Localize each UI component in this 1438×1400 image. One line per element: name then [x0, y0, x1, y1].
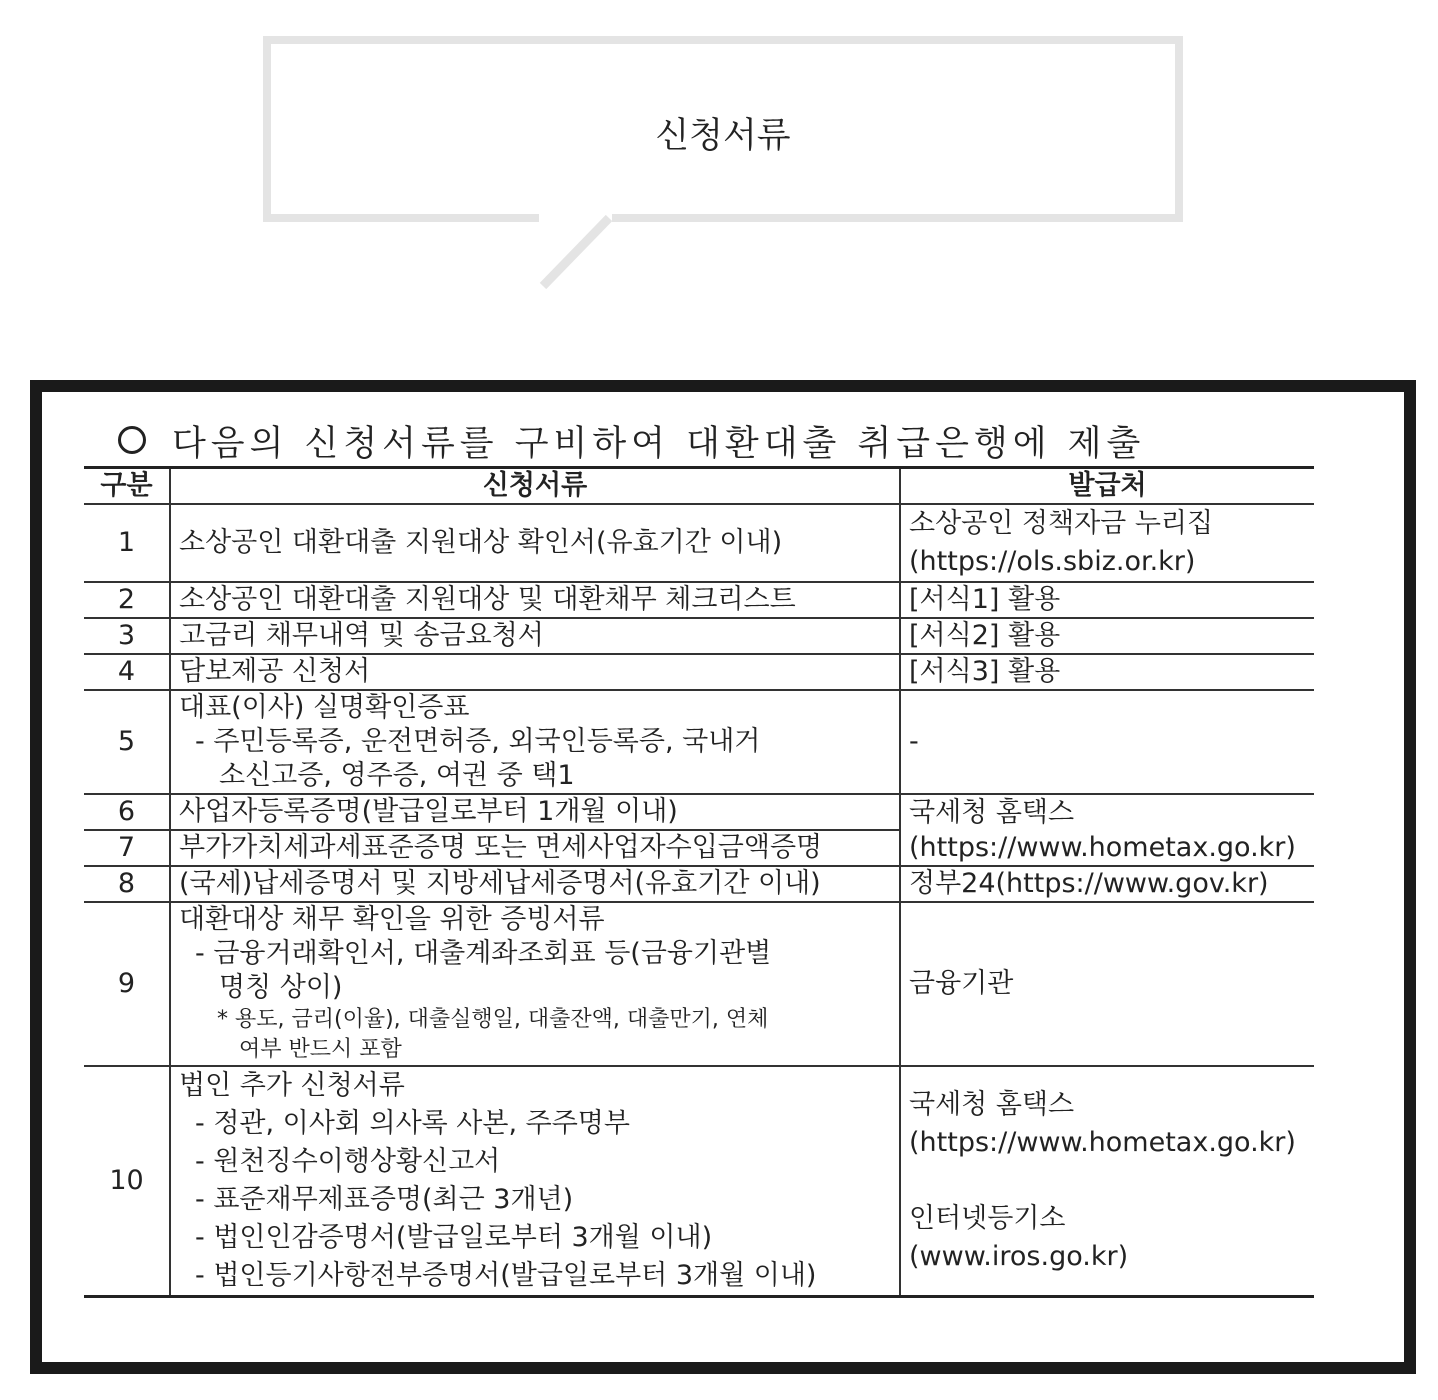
- header-documents: 신청서류: [170, 468, 900, 505]
- issuer-url: (https://www.hometax.go.kr): [900, 830, 1314, 866]
- row-number: 2: [84, 582, 170, 618]
- bubble-border: [263, 214, 539, 222]
- table-row: [84, 1066, 1314, 1297]
- document-name: 소상공인 대환대출 지원대상 확인서(유효기간 이내): [170, 504, 900, 582]
- row-number: 3: [84, 618, 170, 654]
- document-name: 담보제공 신청서: [170, 654, 900, 690]
- table-row: [84, 582, 1314, 618]
- row-number: 8: [84, 866, 170, 902]
- document-name: 사업자등록증명(발급일로부터 1개월 이내): [170, 794, 900, 830]
- issuer-name: 소상공인 정책자금 누리집: [909, 508, 1214, 539]
- document-detail: - 주민등록증, 운전면허증, 외국인등록증, 국내거: [195, 726, 761, 757]
- page-title: 신청서류: [655, 116, 791, 156]
- row-number: 10: [84, 1066, 170, 1297]
- row-number: 5: [84, 690, 170, 794]
- document-note: 여부 반드시 포함: [239, 1037, 402, 1062]
- document-name: 고금리 채무내역 및 송금요청서: [170, 618, 900, 654]
- title-bubble: [263, 36, 1183, 222]
- document-cell: [170, 902, 900, 1066]
- issuer-cell: 정부24(https://www.gov.kr): [900, 866, 1314, 902]
- issuer-cell: [900, 504, 1314, 582]
- issuer-cell: -: [900, 690, 1314, 794]
- circle-bullet-icon: [118, 426, 146, 454]
- document-frame: [30, 380, 1416, 1374]
- issuer-cell: [서식2] 활용: [900, 618, 1314, 654]
- row-number: 9: [84, 902, 170, 1066]
- issuer-name: 국세청 홈택스: [900, 794, 1314, 830]
- documents-table: [84, 466, 1314, 1298]
- table-row: [84, 690, 1314, 794]
- table-row: [84, 504, 1314, 582]
- document-name: 대환대상 채무 확인을 위한 증빙서류: [179, 904, 605, 935]
- document-detail: - 원천징수이행상황신고서: [195, 1146, 501, 1177]
- document-detail: - 정관, 이사회 의사록 사본, 주주명부: [195, 1108, 630, 1139]
- document-detail: - 법인등기사항전부증명서(발급일로부터 3개월 이내): [195, 1260, 817, 1291]
- intro-line: [118, 416, 1145, 466]
- table-row: [84, 902, 1314, 1066]
- issuer-cell: [서식1] 활용: [900, 582, 1314, 618]
- table-row: [84, 866, 1314, 902]
- document-name: (국세)납세증명서 및 지방세납세증명서(유효기간 이내): [170, 866, 900, 902]
- document-detail: - 금융거래확인서, 대출계좌조회표 등(금융기관별: [195, 938, 772, 969]
- issuer-name: 국세청 홈택스: [909, 1089, 1075, 1120]
- row-number: 6: [84, 794, 170, 830]
- row-number: 1: [84, 504, 170, 582]
- table-row: [84, 654, 1314, 690]
- bubble-border: [612, 214, 1183, 222]
- issuer-cell: 금융기관: [900, 902, 1314, 1066]
- row-number: 4: [84, 654, 170, 690]
- issuer-cell: [서식3] 활용: [900, 654, 1314, 690]
- document-detail: - 표준재무제표증명(최근 3개년): [195, 1184, 574, 1215]
- document-cell: [170, 690, 900, 794]
- intro-text: 다음의 신청서류를 구비하여 대환대출 취급은행에 제출: [172, 424, 1146, 464]
- document-detail: 명칭 상이): [219, 972, 343, 1003]
- header-issuer: 발급처: [900, 468, 1314, 505]
- issuer-name: 인터넷등기소: [909, 1203, 1066, 1234]
- table-row: [84, 618, 1314, 654]
- issuer-url: (https://www.hometax.go.kr): [909, 1127, 1296, 1158]
- document-name: 소상공인 대환대출 지원대상 및 대환채무 체크리스트: [170, 582, 900, 618]
- document-name: 대표(이사) 실명확인증표: [179, 692, 470, 723]
- issuer-url: (https://ols.sbiz.or.kr): [909, 546, 1196, 577]
- document-name: 부가가치세과세표준증명 또는 면세사업자수입금액증명: [170, 830, 900, 866]
- table-row: [84, 794, 1314, 830]
- document-detail: 소신고증, 영주증, 여권 중 택1: [219, 760, 575, 791]
- bubble-tail: [539, 214, 613, 290]
- issuer-cell: [900, 1066, 1314, 1297]
- row-number: 7: [84, 830, 170, 866]
- spacer: [909, 1162, 1306, 1200]
- table-row: [84, 830, 1314, 866]
- document-detail: - 법인인감증명서(발급일로부터 3개월 이내): [195, 1222, 713, 1253]
- document-name: 법인 추가 신청서류: [179, 1070, 405, 1101]
- table-header-row: [84, 468, 1314, 505]
- document-note: * 용도, 금리(이율), 대출실행일, 대출잔액, 대출만기, 연체: [217, 1007, 769, 1032]
- header-category: 구분: [84, 468, 170, 505]
- issuer-url: (www.iros.go.kr): [909, 1241, 1129, 1272]
- document-cell: [170, 1066, 900, 1297]
